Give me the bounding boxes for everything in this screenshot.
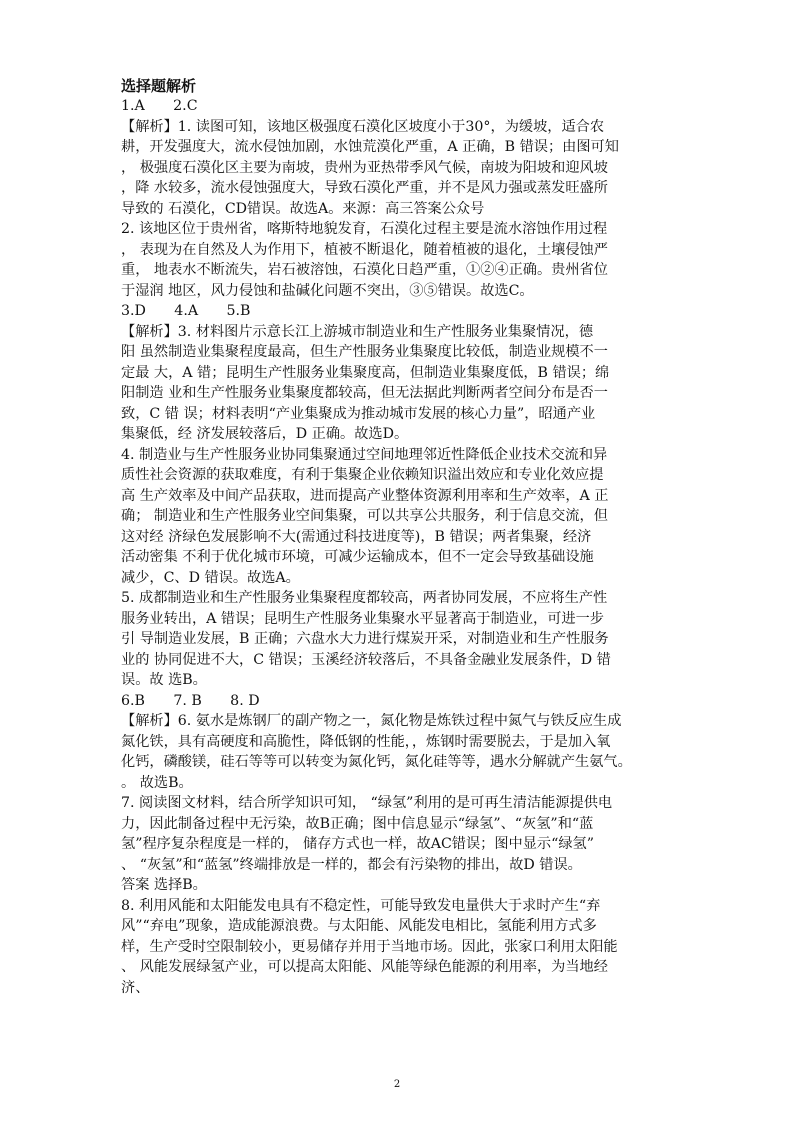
text-line: 【解析】3. 材料图片示意长江上游城市制造业和生产性服务业集聚情况，德	[121, 323, 594, 340]
text-line: 3.D 4.A 5.B	[121, 303, 251, 319]
text-line: 阳制造 业和生产性服务业集聚度都较高，但无法据此判断两者空间分布是否一	[121, 385, 608, 401]
text-line: 误。故 选B。	[121, 672, 207, 688]
text-line: 、 风能发展绿氢产业，可以提高太阳能、风能等绿色能源的利用率，为当地经	[121, 959, 608, 975]
text-line: ，降 水较多，流水侵蚀强度大，导致石漠化严重，并不是风力强或蒸发旺盛所	[121, 180, 608, 196]
text-line: 集聚低，经 济发展较落后，D 正确。故选D。	[121, 426, 409, 442]
text-line: 。 故选B。	[121, 774, 193, 791]
text-line: 重， 地表水不断流失，岩石被溶蚀，石漠化日趋严重，①②④正确。贵州省位	[121, 262, 608, 278]
text-line: 这对经 济绿色发展影响不大(需通过科技进度等)，B 错误；两者集聚，经济	[121, 528, 592, 545]
section-title: 选择题解析	[121, 77, 197, 95]
text-line: 8. 利用风能和太阳能发电具有不稳定性，可能导致发电量供大于求时产生“弃	[121, 897, 601, 914]
text-line: 氢”程序复杂程度是一样的， 储存方式也一样，故AC错误；图中显示“绿氢”	[121, 836, 594, 852]
document-page	[121, 76, 681, 998]
text-line: 【解析】6. 氨水是炼钢厂的副产物之一，氮化物是炼铁过程中氮气与铁反应生成	[121, 713, 622, 729]
text-line: 于湿润 地区，风力侵蚀和盐碱化问题不突出，③⑤错误。故选C。	[121, 282, 534, 299]
text-line: 减少，C、D 错误。故选A。	[121, 569, 300, 586]
text-line: 导致的 石漠化，CD错误。故选A。来源：高三答案公众号	[121, 200, 485, 217]
text-line: ， 表现为在自然及人为作用下，植被不断退化，随着植被的退化，土壤侵蚀严	[121, 241, 608, 258]
text-line: 定最 大，A 错；昆明生产性服务业集聚度高，但制造业集聚度低，B 错误；绵	[121, 364, 610, 381]
text-line: 样，生产受时空限制较小，更易储存并用于当地市场。因此，张家口利用太阳能	[121, 938, 618, 955]
text-line: 活动密集 不利于优化城市环境，可减少运输成本，但不一定会导致基础设施	[121, 549, 594, 565]
text-line: 业的 协同促进不大，C 错误；玉溪经济较落后，不具备金融业发展条件，D 错	[121, 651, 611, 668]
text-line: 答案 选择B。	[121, 877, 207, 893]
text-line: 阳 虽然制造业集聚程度最高，但生产性服务业集聚度比较低，制造业规模不一	[121, 344, 608, 360]
text-line: 济、	[121, 979, 150, 996]
answer-explanation-body	[121, 96, 681, 998]
text-line: 4. 制造业与生产性服务业协同集聚通过空间地理邻近性降低企业技术交流和异	[121, 446, 608, 463]
text-line: 6.B 7. B 8. D	[121, 692, 260, 709]
page-number: 2	[393, 1079, 401, 1090]
text-line: 【解析】1. 读图可知，该地区极强度石漠化区坡度小于30°，为缓坡，适合农	[121, 118, 605, 135]
text-line: ， 极强度石漠化区主要为南坡，贵州为亚热带季风气候，南坡为阳坡和迎风坡	[121, 159, 608, 176]
text-line: 力，因此制备过程中无污染，故B正确；图中信息显示“绿氢”、“灰氢”和“蓝	[121, 815, 594, 832]
text-line: 高 生产效率及中间产品获取，进而提高产业整体资源利用率和生产效率，A 正	[121, 487, 609, 504]
text-line: 致，C 错 误；材料表明“产业集聚成为推动城市发展的核心力量”，昭通产业	[121, 405, 596, 422]
text-line: 质性社会资源的获取难度，有利于集聚企业依赖知识溢出效应和专业化效应提	[121, 467, 604, 483]
text-line: 1.A 2.C	[121, 98, 198, 114]
text-line: 风”“弃电”现象，造成能源浪费。与太阳能、风能发电相比，氢能利用方式多	[121, 918, 597, 934]
text-line: 引 导制造业发展，B 正确；六盘水大力进行煤炭开采，对制造业和生产性服务	[121, 631, 609, 647]
text-line: 、 “灰氢”和“蓝氢”终端排放是一样的，都会有污染物的排出，故D 错误。	[121, 856, 582, 873]
text-line: 5. 成都制造业和生产性服务业集聚程度都较高，两者协同发展，不应将生产性	[121, 590, 608, 606]
text-line: 服务业转出，A 错误；昆明生产性服务业集聚水平显著高于制造业，可进一步	[121, 610, 604, 627]
text-line: 2. 该地区位于贵州省，喀斯特地貌发育，石漠化过程主要是流水溶蚀作用过程	[121, 221, 608, 237]
text-line: 化钙，磷酸镁，硅石等等可以转变为氮化钙，氮化硅等等，遇水分解就产生氨气。	[121, 754, 632, 770]
text-line: 确； 制造业和生产性服务业空间集聚，可以共享公共服务，利于信息交流，但	[121, 508, 608, 524]
text-line: 7. 阅读图文材料，结合所学知识可知， “绿氢”利用的是可再生清洁能源提供电	[121, 795, 613, 811]
text-line: 耕，开发强度大，流水侵蚀加剧，水蚀荒漠化严重，A 正确，B 错误；由图可知	[121, 139, 619, 155]
text-line: 氮化铁，具有高硬度和高脆性，降低钢的性能，，炼钢时需要脱去，于是加入氧	[121, 733, 611, 750]
